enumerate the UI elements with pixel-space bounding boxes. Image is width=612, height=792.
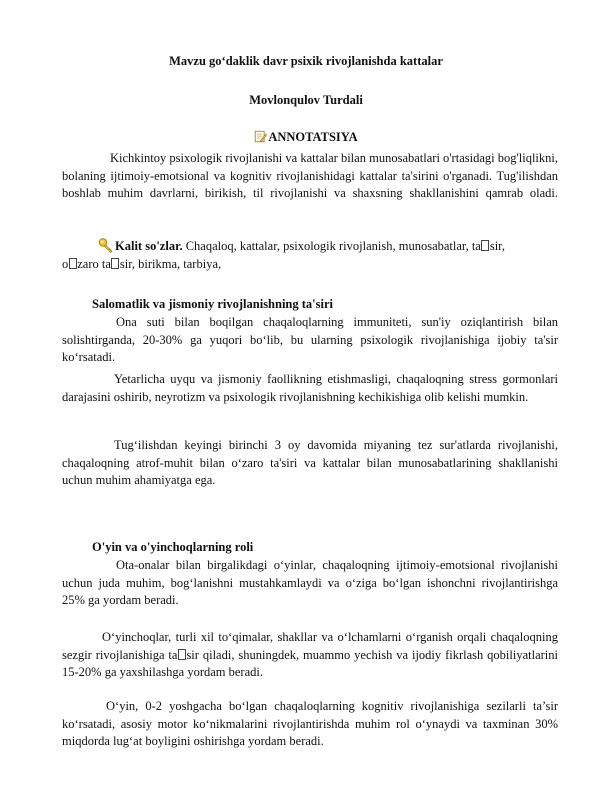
section-paragraph: Ona suti bilan boqilgan chaqaloqlarning immuniteti, sun'iy oziqlantirish bilan solishtirganda, 20-30% ga yuqori bo‘lib, bu ularning psixologik rivojlanishiga ijobiy ta'sir ko‘rsatadi.: [62, 315, 558, 364]
annotation-heading-text: ANNOTATSIYA: [268, 130, 358, 144]
annotation-heading: [0, 130, 612, 145]
section-paragraph: Ota-onalar bilan birgalikdagi o‘yinlar, chaqaloqning ijtimoiy-emotsional rivojlanishi uchun juda muhim, bog‘lanishni mustahkamlaydi va o‘ziga bo‘lgan ishonchni rivojlantirishga 25% ga yordam beradi.: [62, 558, 558, 607]
memo-icon: [254, 130, 267, 143]
section-heading-play: O'yin va o'yinchoqlarning roli: [92, 540, 254, 554]
keywords-label: Kalit so'zlar.: [115, 239, 183, 253]
keywords-text-d: zaro ta: [77, 256, 111, 271]
missing-glyph-box: [481, 240, 489, 251]
missing-glyph-box: [178, 649, 186, 660]
author-name: Movlonqulov Turdali: [249, 93, 363, 107]
paper-title: Mavzu go‘daklik davr psixik rivojlanishda kattalar: [169, 54, 443, 68]
toys-rest: sir qiladi, shuningdek, muammo yechish va ijodiy fikrlash qobiliyatlarini 15-20% ga yaxshilashga yordam beradi.: [62, 647, 558, 679]
keywords-text-a: Chaqaloq, kattalar, psixologik rivojlanish, munosabatlar, ta: [185, 239, 481, 253]
keywords-text-c: o: [62, 256, 69, 271]
missing-glyph-box: [69, 258, 77, 269]
key-icon: [98, 237, 114, 253]
keywords-paragraph: [62, 237, 558, 273]
section-paragraph: O‘yin, 0-2 yoshgacha bo‘lgan chaqaloqlarning kognitiv rivojlanishiga sezilarli ta’sir ko‘rsatadi, asosiy motor ko‘nikmalarini rivojlantirishda muhim rol o‘ynaydi va taxminan 30% miqdorda lug‘at boyligini oshirishga yordam beradi.: [62, 699, 558, 748]
section-paragraph: Yetarlicha uyqu va jismoniy faollikning etishmasligi, chaqaloqning stress gormonlari darajasini oshirib, neyrotizm va psixologik rivojlanishning kechikishiga olib kelishi mumkin.: [62, 372, 558, 404]
keywords-text-b: sir,: [489, 239, 505, 253]
section-paragraph: Tug‘ilishdan keyingi birinchi 3 oy davomida miyaning tez sur'atlarda rivojlanishi, chaqaloqning atrof-muhit bilan o‘zaro ta'siri va kattalar bilan munosabatlarining shakllanishi uchun muhim ahamiyatga ega.: [62, 438, 558, 487]
toys-lead: O‘yinchoqlar, turli xil to‘qimalar, shakllar va o‘lchamlarni o‘rganish orqali chaqaloqning sezgir rivojlanishiga ta: [62, 630, 558, 662]
keywords-text-e: sir, birikma, tarbiya,: [119, 256, 222, 271]
section-heading-health: Salomatlik va jismoniy rivojlanishning ta'siri: [92, 297, 334, 311]
section-paragraph: [62, 629, 558, 682]
annotation-paragraph: Kichkintoy psixologik rivojlanishi va kattalar bilan munosabatlari o'rtasidagi bog'liqlikni, bolaning ijtimoiy-emotsional va kognitiv rivojlanishidagi kattalar ta'sirini o'rganadi. Tug'ilishdan boshlab muhim davrlarni, birikish, til rivojlanishi va shaxsning shakllanishini qamrab oladi.: [62, 151, 558, 200]
missing-glyph-box: [111, 258, 119, 269]
